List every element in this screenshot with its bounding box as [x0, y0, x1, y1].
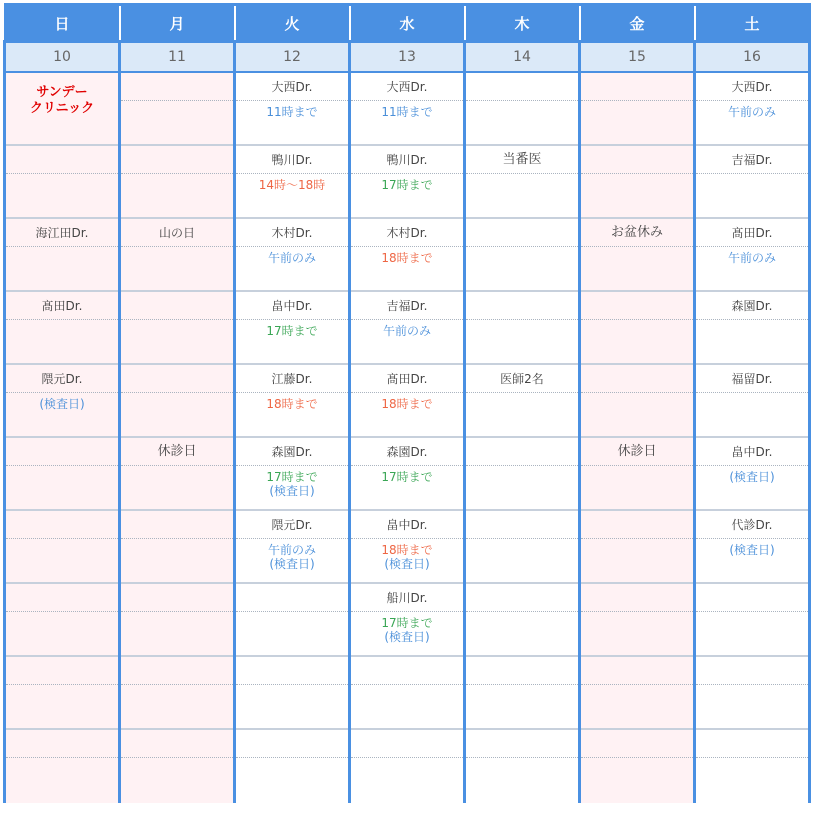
- shift-note: 午前のみ: [267, 543, 316, 557]
- schedule-slot: [696, 73, 808, 146]
- shift-note: [466, 612, 578, 616]
- schedule-slot: [466, 657, 578, 730]
- doctor-name: [696, 730, 808, 758]
- doctor-name: 医師2名: [466, 365, 578, 393]
- schedule-slot: [351, 219, 463, 292]
- shift-note: [121, 393, 233, 397]
- doctor-name: [121, 511, 233, 539]
- shift-note: 18時まで: [381, 251, 433, 265]
- doctor-name: 森園Dr.: [696, 292, 808, 320]
- doctor-name: 髙田Dr.: [696, 219, 808, 247]
- doctor-name: [351, 657, 463, 685]
- weekday-header-wed: 水: [350, 5, 465, 42]
- date-wed: 13: [350, 42, 465, 73]
- schedule-slot: [6, 511, 118, 584]
- shift-note: [581, 393, 693, 397]
- day-column-thu: [465, 72, 580, 803]
- schedule-slot: [696, 511, 808, 584]
- shift-note: 17時まで: [381, 616, 433, 630]
- doctor-name: 木村Dr.: [236, 219, 348, 247]
- doctor-name: [6, 657, 118, 685]
- shift-note: (検査日): [39, 397, 85, 411]
- doctor-name: 鴨川Dr.: [351, 146, 463, 174]
- doctor-name: お盆休み: [581, 219, 693, 247]
- doctor-name: [581, 584, 693, 612]
- shift-note: [6, 612, 118, 616]
- exam-day-note: (検査日): [269, 484, 315, 498]
- doctor-name: [581, 365, 693, 393]
- shift-note: [6, 758, 118, 762]
- doctor-name: [466, 730, 578, 758]
- schedule-slot: [466, 219, 578, 292]
- doctor-name: [236, 584, 348, 612]
- shift-note: [121, 247, 233, 251]
- doctor-name: [581, 73, 693, 101]
- shift-note: [6, 685, 118, 689]
- doctor-name: [466, 438, 578, 466]
- doctor-name: 髙田Dr.: [351, 365, 463, 393]
- shift-note: 午前のみ: [382, 324, 431, 338]
- schedule-slot: [581, 730, 693, 803]
- shift-note: [121, 758, 233, 762]
- date-row: [5, 42, 810, 73]
- shift-note: 午前のみ: [727, 105, 776, 119]
- doctor-name: [121, 146, 233, 174]
- doctor-name: 大西Dr.: [236, 73, 348, 101]
- date-tue: 12: [235, 42, 350, 73]
- schedule-slot: [466, 730, 578, 803]
- shift-note: [351, 685, 463, 689]
- doctor-name: 代診Dr.: [696, 511, 808, 539]
- doctor-name: [466, 219, 578, 247]
- doctor-name: [121, 657, 233, 685]
- shift-note: [581, 466, 693, 470]
- day-column-sun: [5, 72, 120, 803]
- doctor-name: 大西Dr.: [696, 73, 808, 101]
- doctor-name: 畠中Dr.: [696, 438, 808, 466]
- doctor-name: [581, 657, 693, 685]
- schedule-slot: [351, 511, 463, 584]
- schedule-slot: [466, 146, 578, 219]
- schedule-slot: [351, 730, 463, 803]
- weekday-header-tue: 火: [235, 5, 350, 42]
- schedule-slot: [236, 730, 348, 803]
- weekday-header-sat: 土: [695, 5, 810, 42]
- shift-note: 午前のみ: [267, 251, 316, 265]
- doctor-name: [466, 292, 578, 320]
- doctor-name: 山の日: [121, 219, 233, 247]
- doctor-name: [121, 365, 233, 393]
- shift-note: [121, 466, 233, 470]
- weekday-header-row: [5, 5, 810, 42]
- doctor-name: 大西Dr.: [351, 73, 463, 101]
- shift-note: [696, 612, 808, 616]
- schedule-slot: [351, 584, 463, 657]
- shift-note: [696, 685, 808, 689]
- shift-note: 17時まで: [266, 470, 318, 484]
- doctor-name: 髙田Dr.: [6, 292, 118, 320]
- shift-note: [696, 758, 808, 762]
- schedule-slot: [581, 657, 693, 730]
- shift-note: 18時まで: [381, 543, 433, 557]
- shift-note: [466, 393, 578, 397]
- shift-note: [6, 466, 118, 470]
- doctor-name: [581, 292, 693, 320]
- doctor-name: [6, 511, 118, 539]
- shift-note: [236, 685, 348, 689]
- date-sat: 16: [695, 42, 810, 73]
- shift-note: [466, 174, 578, 178]
- shift-note: [581, 612, 693, 616]
- doctor-name: 当番医: [466, 146, 578, 174]
- doctor-name: [466, 584, 578, 612]
- date-sun: 10: [5, 42, 120, 73]
- shift-note: 18時まで: [266, 397, 318, 411]
- schedule-slot: [696, 146, 808, 219]
- doctor-name: 吉福Dr.: [351, 292, 463, 320]
- shift-note: [466, 101, 578, 105]
- schedule-slot: [581, 365, 693, 438]
- schedule-slot: [696, 292, 808, 365]
- shift-note: [696, 320, 808, 324]
- shift-note: [236, 612, 348, 616]
- schedule-slot: [121, 657, 233, 730]
- schedule-slot: [696, 730, 808, 803]
- schedule-slot: [6, 438, 118, 511]
- shift-note: [6, 320, 118, 324]
- doctor-name: [236, 657, 348, 685]
- doctor-name: 隈元Dr.: [236, 511, 348, 539]
- schedule-slot: [236, 219, 348, 292]
- schedule-slot: [121, 292, 233, 365]
- doctor-name: [121, 292, 233, 320]
- exam-day-note: (検査日): [384, 630, 430, 644]
- schedule-slot: [121, 146, 233, 219]
- shift-note: 18時まで: [381, 397, 433, 411]
- shift-note: [581, 174, 693, 178]
- schedule-slot: [696, 365, 808, 438]
- shift-note: [581, 758, 693, 762]
- doctor-name: 吉福Dr.: [696, 146, 808, 174]
- shift-note: 17時まで: [266, 324, 318, 338]
- shift-note: [696, 174, 808, 178]
- schedule-slot: [121, 438, 233, 511]
- schedule-slot: [6, 730, 118, 803]
- schedule-slot: [351, 146, 463, 219]
- doctor-name: 畠中Dr.: [351, 511, 463, 539]
- shift-note: [466, 320, 578, 324]
- shift-note: [121, 101, 233, 105]
- schedule-slot: [121, 584, 233, 657]
- doctor-name: [581, 511, 693, 539]
- day-column-mon: [120, 72, 235, 803]
- date-mon: 11: [120, 42, 235, 73]
- doctor-name: 福留Dr.: [696, 365, 808, 393]
- date-fri: 15: [580, 42, 695, 73]
- shift-note: [581, 101, 693, 105]
- schedule-slot: [581, 584, 693, 657]
- schedule-slot: [236, 365, 348, 438]
- shift-note: 午前のみ: [727, 251, 776, 265]
- doctor-name: [466, 73, 578, 101]
- doctor-name: [696, 657, 808, 685]
- shift-note: 11時まで: [266, 105, 318, 119]
- schedule-slot: [121, 219, 233, 292]
- doctor-name: [6, 730, 118, 758]
- doctor-name: 船川Dr.: [351, 584, 463, 612]
- schedule-slot: [466, 73, 578, 146]
- shift-note: [236, 758, 348, 762]
- shift-note: [6, 539, 118, 543]
- shift-note: [121, 612, 233, 616]
- schedule-slot: [351, 73, 463, 146]
- schedule-slot: [696, 219, 808, 292]
- doctor-name: [6, 146, 118, 174]
- weekday-header-thu: 木: [465, 5, 580, 42]
- schedule-slot: [236, 657, 348, 730]
- schedule-slot: [121, 511, 233, 584]
- doctor-name: 江藤Dr.: [236, 365, 348, 393]
- schedule-slot: [466, 365, 578, 438]
- schedule-slot: [236, 146, 348, 219]
- shift-note: [466, 685, 578, 689]
- shift-note: [581, 247, 693, 251]
- schedule-slot: [6, 365, 118, 438]
- day-column-sat: [695, 72, 810, 803]
- doctor-name: [121, 73, 233, 101]
- shift-note: [121, 539, 233, 543]
- schedule-slot: [121, 73, 233, 146]
- schedule-slot: [6, 219, 118, 292]
- shift-note: [351, 758, 463, 762]
- doctor-name: [236, 730, 348, 758]
- day-column-fri: [580, 72, 695, 803]
- shift-note: 17時まで: [381, 178, 433, 192]
- shift-note: [6, 247, 118, 251]
- doctor-name: [121, 730, 233, 758]
- doctor-name: [6, 584, 118, 612]
- exam-day-note: (検査日): [269, 557, 315, 571]
- shift-note: [121, 320, 233, 324]
- shift-note: [466, 539, 578, 543]
- schedule-slot: [236, 438, 348, 511]
- doctor-name: 森園Dr.: [236, 438, 348, 466]
- schedule-slot: [121, 730, 233, 803]
- weekly-schedule-table: [3, 3, 811, 803]
- day-column-wed: [350, 72, 465, 803]
- shift-note: [6, 174, 118, 178]
- sunday-clinic-label: サンデー クリニック: [29, 85, 95, 116]
- schedule-slot: [236, 584, 348, 657]
- schedule-slot: [6, 584, 118, 657]
- schedule-slot: [581, 511, 693, 584]
- shift-note: 17時まで: [381, 470, 433, 484]
- schedule-body-row: [5, 72, 810, 803]
- weekday-header-sun: 日: [5, 5, 120, 42]
- shift-note: [581, 320, 693, 324]
- date-thu: 14: [465, 42, 580, 73]
- shift-note: [581, 539, 693, 543]
- schedule-slot: [6, 146, 118, 219]
- shift-note: 11時まで: [381, 105, 433, 119]
- exam-day-note: (検査日): [384, 557, 430, 571]
- schedule-slot: [6, 73, 118, 146]
- schedule-slot: [351, 365, 463, 438]
- shift-note: 14時〜18時: [258, 178, 326, 192]
- shift-note: [696, 393, 808, 397]
- shift-note: [121, 685, 233, 689]
- doctor-name: 森園Dr.: [351, 438, 463, 466]
- doctor-name: [466, 657, 578, 685]
- doctor-name: [6, 438, 118, 466]
- schedule-slot: [581, 438, 693, 511]
- doctor-name: 木村Dr.: [351, 219, 463, 247]
- doctor-name: 畠中Dr.: [236, 292, 348, 320]
- schedule-slot: [581, 292, 693, 365]
- doctor-name: 休診日: [121, 438, 233, 466]
- schedule-slot: [236, 73, 348, 146]
- schedule-slot: [466, 292, 578, 365]
- weekday-header-mon: 月: [120, 5, 235, 42]
- schedule-slot: [6, 657, 118, 730]
- doctor-name: [351, 730, 463, 758]
- schedule-slot: [236, 292, 348, 365]
- shift-note: (検査日): [729, 470, 775, 484]
- schedule-slot: [351, 657, 463, 730]
- schedule-slot: [6, 292, 118, 365]
- schedule-slot: [466, 584, 578, 657]
- schedule-slot: [351, 292, 463, 365]
- schedule-slot: [581, 146, 693, 219]
- doctor-name: [581, 730, 693, 758]
- schedule-slot: [121, 365, 233, 438]
- schedule-slot: [351, 438, 463, 511]
- doctor-name: [581, 146, 693, 174]
- doctor-name: [466, 511, 578, 539]
- doctor-name: 海江田Dr.: [6, 219, 118, 247]
- schedule-slot: [581, 219, 693, 292]
- schedule-slot: [466, 438, 578, 511]
- schedule-slot: [696, 657, 808, 730]
- schedule-slot: [236, 511, 348, 584]
- doctor-name: 隈元Dr.: [6, 365, 118, 393]
- schedule-slot: [696, 584, 808, 657]
- shift-note: (検査日): [729, 543, 775, 557]
- shift-note: [466, 758, 578, 762]
- shift-note: [581, 685, 693, 689]
- schedule-slot: [696, 438, 808, 511]
- doctor-name: [121, 584, 233, 612]
- weekday-header-fri: 金: [580, 5, 695, 42]
- shift-note: [466, 466, 578, 470]
- shift-note: [466, 247, 578, 251]
- doctor-name: [696, 584, 808, 612]
- schedule-slot: [581, 73, 693, 146]
- doctor-name: 休診日: [581, 438, 693, 466]
- doctor-name: 鴨川Dr.: [236, 146, 348, 174]
- day-column-tue: [235, 72, 350, 803]
- schedule-slot: [466, 511, 578, 584]
- shift-note: [121, 174, 233, 178]
